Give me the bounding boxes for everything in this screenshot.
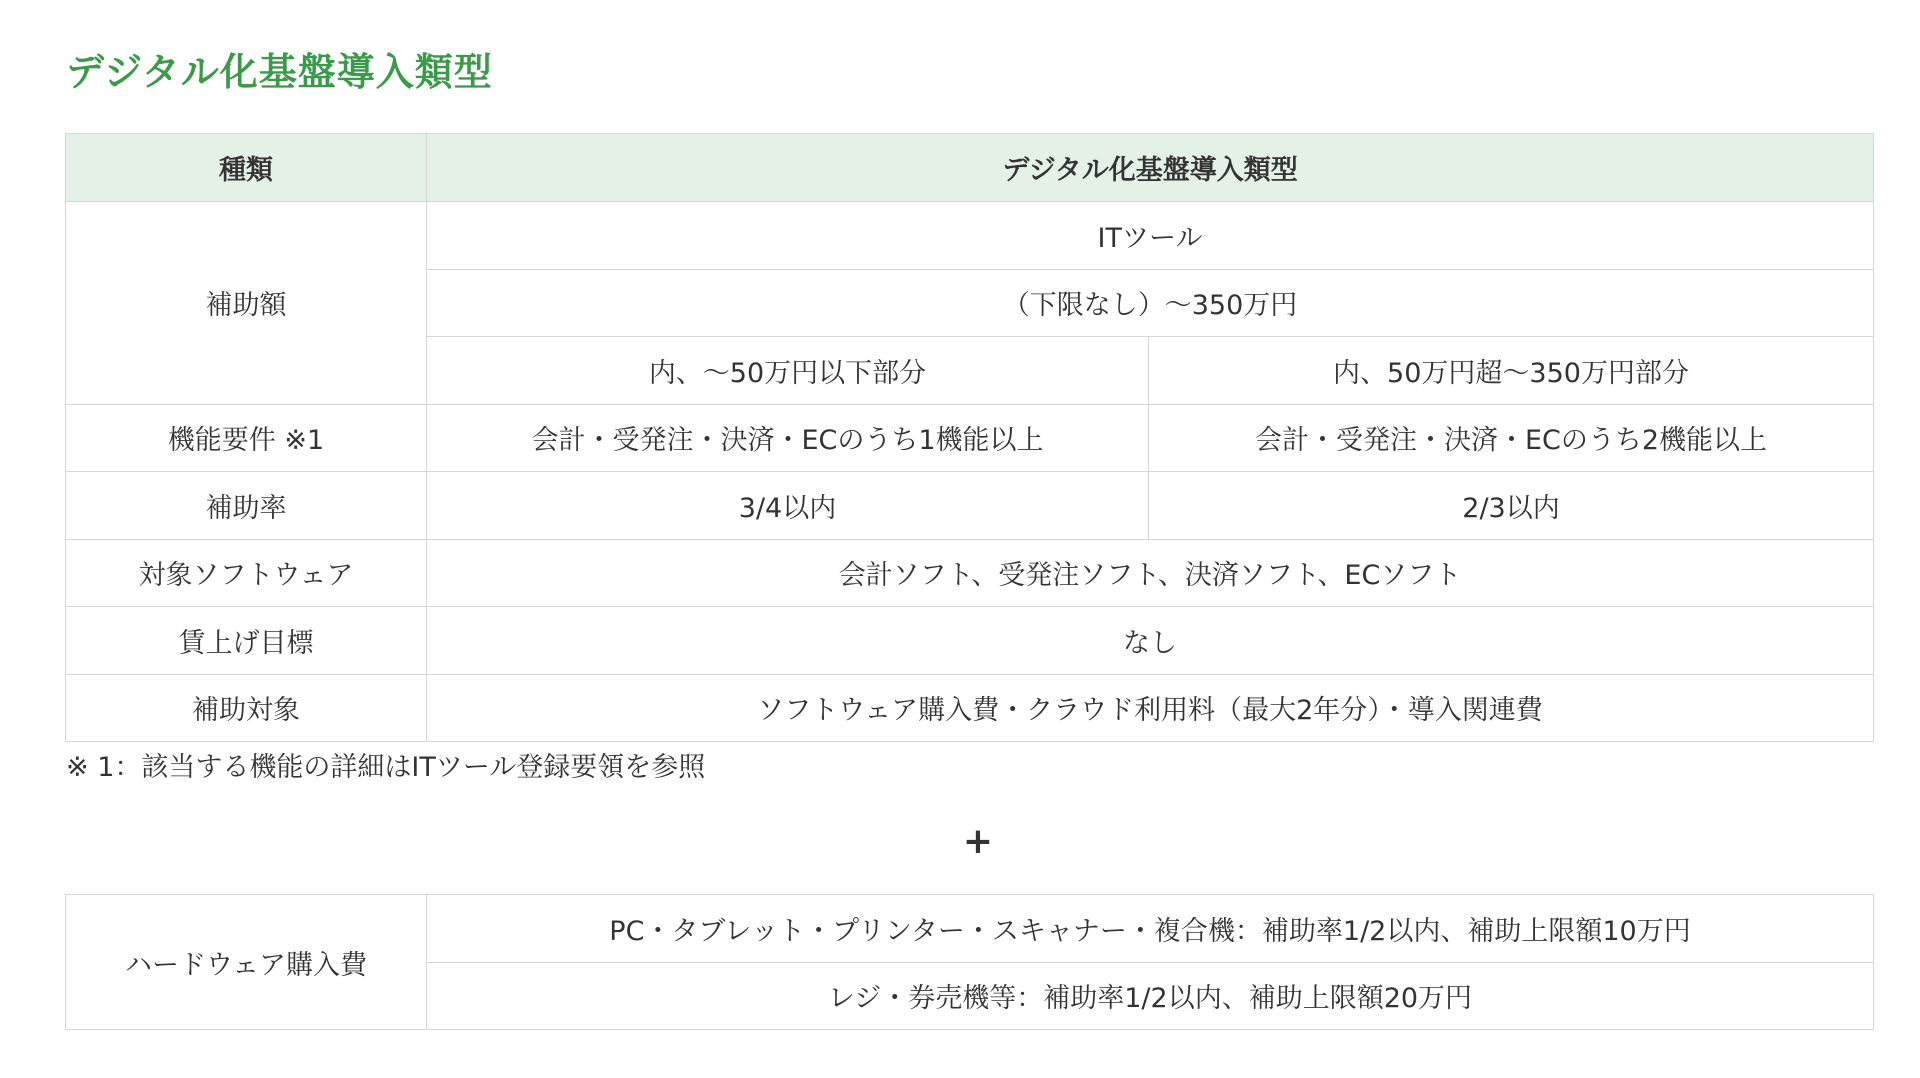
hardware-register-cell: レジ・券売機等：補助率1/2以内、補助上限額20万円 [427, 962, 1874, 1030]
footnote: ※ 1：該当する機能の詳細はITツール登録要領を参照 [66, 752, 706, 783]
table-row [66, 539, 1874, 607]
table-row [66, 895, 1874, 963]
amount-part-low-cell: 内、〜50万円以下部分 [427, 337, 1149, 405]
wage-target-cell: なし [427, 607, 1874, 675]
row-label-subsidy-amount: 補助額 [66, 202, 427, 405]
subsidy-table [65, 133, 1874, 742]
table-row [66, 202, 1874, 270]
plus-sign: + [962, 821, 994, 862]
row-label-wage-target: 賃上げ目標 [66, 607, 427, 675]
header-type-name: デジタル化基盤導入類型 [427, 134, 1874, 202]
header-kind: 種類 [66, 134, 427, 202]
table-row [66, 674, 1874, 742]
target-software-cell: 会計ソフト、受発注ソフト、決済ソフト、ECソフト [427, 539, 1874, 607]
table-header-row [66, 134, 1874, 202]
row-label-subsidy-target: 補助対象 [66, 674, 427, 742]
amount-part-high-cell: 内、50万円超〜350万円部分 [1149, 337, 1874, 405]
table-row [66, 472, 1874, 540]
row-label-target-software: 対象ソフトウェア [66, 539, 427, 607]
function-req-high-cell: 会計・受発注・決済・ECのうち2機能以上 [1149, 404, 1874, 472]
function-req-low-cell: 会計・受発注・決済・ECのうち1機能以上 [427, 404, 1149, 472]
row-label-function-req: 機能要件 ※1 [66, 404, 427, 472]
subsidy-rate-high-cell: 2/3以内 [1149, 472, 1874, 540]
table-row [66, 607, 1874, 675]
row-label-subsidy-rate: 補助率 [66, 472, 427, 540]
subsidy-target-cell: ソフトウェア購入費・クラウド利用料（最大2年分）・導入関連費 [427, 674, 1874, 742]
amount-range-cell: （下限なし）〜350万円 [427, 269, 1874, 337]
it-tool-cell: ITツール [427, 202, 1874, 270]
page-title: デジタル化基盤導入類型 [66, 50, 493, 94]
table-row [66, 404, 1874, 472]
hardware-table [65, 894, 1874, 1030]
subsidy-rate-low-cell: 3/4以内 [427, 472, 1149, 540]
hardware-pc-cell: PC・タブレット・プリンター・スキャナー・複合機：補助率1/2以内、補助上限額10万円 [427, 895, 1874, 963]
row-label-hardware: ハードウェア購入費 [66, 895, 427, 1030]
